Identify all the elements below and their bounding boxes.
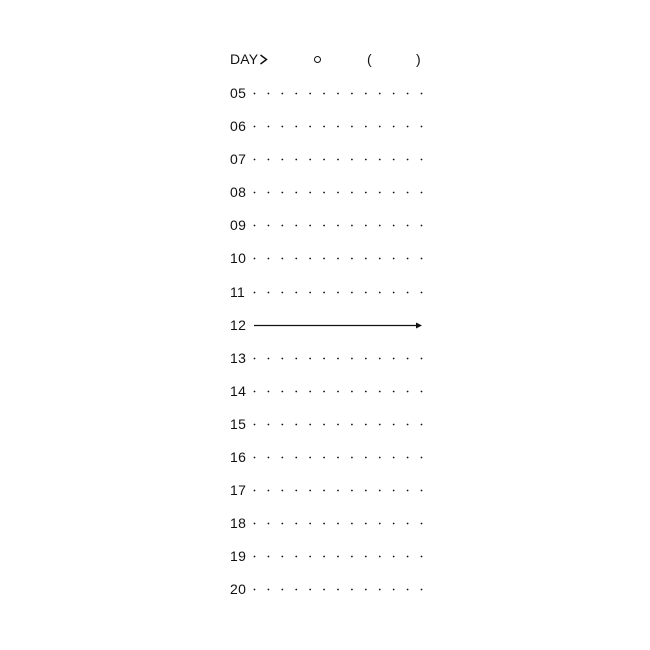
leader-dot bbox=[254, 258, 256, 260]
leader-dot bbox=[309, 126, 311, 128]
leader-dot bbox=[281, 357, 283, 359]
leader-dot bbox=[309, 291, 311, 293]
day-label: DAY bbox=[230, 51, 259, 67]
leader-dot bbox=[421, 159, 423, 161]
paren-open: ( bbox=[367, 51, 372, 67]
leader-dot bbox=[268, 556, 270, 558]
leader-dot bbox=[254, 126, 256, 128]
hour-row bbox=[229, 216, 425, 249]
leader-dot bbox=[268, 589, 270, 591]
leader-dot bbox=[309, 523, 311, 525]
leader-dot bbox=[379, 523, 381, 525]
leader-dot bbox=[309, 357, 311, 359]
leader-dot bbox=[268, 490, 270, 492]
leader-dot bbox=[281, 390, 283, 392]
leader-dot bbox=[393, 192, 395, 194]
leader-dot bbox=[421, 390, 423, 392]
leader-dot bbox=[407, 490, 409, 492]
hour-row bbox=[229, 382, 425, 415]
leader-dot bbox=[295, 159, 297, 161]
leader-dot bbox=[365, 523, 367, 525]
leader-dot bbox=[309, 225, 311, 227]
leader-dot bbox=[407, 258, 409, 260]
leader-dot bbox=[393, 291, 395, 293]
leader-dot bbox=[323, 192, 325, 194]
leader-dot bbox=[254, 192, 256, 194]
leader-dot bbox=[337, 523, 339, 525]
leader-dot bbox=[281, 291, 283, 293]
leader-dot bbox=[295, 126, 297, 128]
leader-dot bbox=[323, 457, 325, 459]
leader-dot bbox=[407, 523, 409, 525]
leader-dot bbox=[323, 126, 325, 128]
leader-dot bbox=[407, 225, 409, 227]
hour-row bbox=[229, 547, 425, 580]
hour-row bbox=[229, 415, 425, 448]
hour-label: 09 bbox=[230, 217, 247, 234]
leader-dot bbox=[281, 457, 283, 459]
leader-dot bbox=[351, 390, 353, 392]
hour-row bbox=[229, 150, 425, 183]
leader-dot bbox=[421, 523, 423, 525]
circle-icon bbox=[314, 56, 321, 63]
hour-row bbox=[229, 514, 425, 547]
leader-dot bbox=[365, 225, 367, 227]
leader-dot bbox=[351, 357, 353, 359]
dot-leader bbox=[253, 580, 423, 598]
leader-dot bbox=[268, 93, 270, 95]
leader-dot bbox=[379, 556, 381, 558]
leader-dot bbox=[365, 457, 367, 459]
leader-dot bbox=[379, 390, 381, 392]
leader-dot bbox=[365, 126, 367, 128]
dot-leader bbox=[253, 547, 423, 565]
leader-dot bbox=[393, 390, 395, 392]
leader-dot bbox=[407, 192, 409, 194]
leader-dot bbox=[295, 457, 297, 459]
leader-dot bbox=[421, 457, 423, 459]
leader-dot bbox=[268, 457, 270, 459]
leader-dot bbox=[337, 291, 339, 293]
chevron-right-icon bbox=[259, 54, 268, 65]
leader-dot bbox=[309, 457, 311, 459]
leader-dot bbox=[337, 93, 339, 95]
leader-dot bbox=[295, 490, 297, 492]
leader-dot bbox=[295, 589, 297, 591]
leader-dot bbox=[365, 258, 367, 260]
leader-dot bbox=[351, 93, 353, 95]
leader-dot bbox=[295, 225, 297, 227]
leader-dot bbox=[254, 225, 256, 227]
leader-dot bbox=[351, 225, 353, 227]
paren-close: ) bbox=[416, 51, 421, 67]
leader-dot bbox=[254, 159, 256, 161]
leader-dot bbox=[393, 93, 395, 95]
leader-dot bbox=[268, 424, 270, 426]
leader-dot bbox=[268, 357, 270, 359]
leader-dot bbox=[407, 589, 409, 591]
leader-dot bbox=[421, 424, 423, 426]
leader-dot bbox=[393, 589, 395, 591]
hour-row bbox=[229, 283, 425, 316]
leader-dot bbox=[365, 291, 367, 293]
hour-label: 16 bbox=[230, 449, 247, 466]
leader-dot bbox=[421, 589, 423, 591]
leader-dot bbox=[254, 390, 256, 392]
leader-dot bbox=[379, 457, 381, 459]
leader-dot bbox=[281, 424, 283, 426]
leader-dot bbox=[393, 523, 395, 525]
leader-dot bbox=[323, 291, 325, 293]
leader-dot bbox=[393, 357, 395, 359]
leader-dot bbox=[365, 93, 367, 95]
hour-row bbox=[229, 580, 425, 613]
leader-dot bbox=[254, 424, 256, 426]
leader-dot bbox=[309, 192, 311, 194]
hour-label: 11 bbox=[230, 283, 246, 300]
leader-dot bbox=[323, 159, 325, 161]
dot-leader bbox=[253, 514, 423, 532]
leader-dot bbox=[365, 490, 367, 492]
hour-label: 13 bbox=[230, 349, 247, 366]
hour-label: 12 bbox=[230, 316, 247, 333]
leader-dot bbox=[337, 258, 339, 260]
leader-dot bbox=[309, 159, 311, 161]
leader-dot bbox=[379, 225, 381, 227]
hour-label: 20 bbox=[230, 581, 247, 598]
dot-leader bbox=[253, 283, 423, 301]
day-planner bbox=[229, 50, 425, 610]
leader-dot bbox=[295, 192, 297, 194]
leader-dot bbox=[295, 291, 297, 293]
leader-dot bbox=[254, 556, 256, 558]
leader-dot bbox=[254, 523, 256, 525]
leader-dot bbox=[254, 291, 256, 293]
leader-dot bbox=[309, 258, 311, 260]
dot-leader bbox=[253, 117, 423, 135]
leader-dot bbox=[365, 390, 367, 392]
hour-row bbox=[229, 117, 425, 150]
leader-dot bbox=[323, 258, 325, 260]
dot-leader bbox=[253, 216, 423, 234]
leader-dot bbox=[281, 192, 283, 194]
leader-dot bbox=[295, 390, 297, 392]
leader-dot bbox=[323, 556, 325, 558]
arrow-right-icon bbox=[253, 316, 423, 334]
leader-dot bbox=[323, 357, 325, 359]
hour-label: 19 bbox=[230, 548, 247, 565]
dot-leader bbox=[253, 349, 423, 367]
hour-label: 14 bbox=[230, 382, 247, 399]
leader-dot bbox=[309, 589, 311, 591]
hour-row bbox=[229, 183, 425, 216]
dot-leader bbox=[253, 84, 423, 102]
leader-dot bbox=[351, 126, 353, 128]
leader-dot bbox=[351, 291, 353, 293]
leader-dot bbox=[407, 390, 409, 392]
leader-dot bbox=[281, 225, 283, 227]
leader-dot bbox=[351, 258, 353, 260]
hour-label: 18 bbox=[230, 515, 247, 532]
dot-leader bbox=[253, 150, 423, 168]
leader-dot bbox=[281, 523, 283, 525]
leader-dot bbox=[309, 424, 311, 426]
leader-dot bbox=[407, 556, 409, 558]
leader-dot bbox=[254, 93, 256, 95]
hour-label: 08 bbox=[230, 184, 247, 201]
leader-dot bbox=[295, 424, 297, 426]
leader-dot bbox=[323, 490, 325, 492]
leader-dot bbox=[379, 589, 381, 591]
leader-dot bbox=[365, 556, 367, 558]
leader-dot bbox=[337, 490, 339, 492]
leader-dot bbox=[295, 93, 297, 95]
leader-dot bbox=[365, 424, 367, 426]
leader-dot bbox=[351, 159, 353, 161]
leader-dot bbox=[393, 556, 395, 558]
dot-leader bbox=[253, 249, 423, 267]
leader-dot bbox=[309, 556, 311, 558]
leader-dot bbox=[407, 93, 409, 95]
leader-dot bbox=[337, 589, 339, 591]
leader-dot bbox=[268, 192, 270, 194]
hour-label: 15 bbox=[230, 415, 247, 432]
leader-dot bbox=[281, 258, 283, 260]
leader-dot bbox=[351, 192, 353, 194]
leader-dot bbox=[365, 159, 367, 161]
hour-row bbox=[229, 448, 425, 481]
leader-dot bbox=[407, 291, 409, 293]
leader-dot bbox=[407, 424, 409, 426]
hour-row bbox=[229, 84, 425, 117]
leader-dot bbox=[337, 126, 339, 128]
leader-dot bbox=[268, 523, 270, 525]
leader-dot bbox=[309, 93, 311, 95]
leader-dot bbox=[421, 126, 423, 128]
leader-dot bbox=[254, 589, 256, 591]
leader-dot bbox=[421, 93, 423, 95]
leader-dot bbox=[268, 225, 270, 227]
hour-row bbox=[229, 316, 425, 349]
leader-dot bbox=[351, 523, 353, 525]
leader-dot bbox=[323, 424, 325, 426]
leader-dot bbox=[295, 258, 297, 260]
leader-dot bbox=[254, 490, 256, 492]
leader-dot bbox=[393, 225, 395, 227]
leader-dot bbox=[337, 556, 339, 558]
leader-dot bbox=[379, 291, 381, 293]
hour-rows bbox=[229, 84, 425, 614]
hour-label: 10 bbox=[230, 250, 247, 267]
leader-dot bbox=[365, 192, 367, 194]
hour-label: 06 bbox=[230, 118, 247, 135]
leader-dot bbox=[421, 192, 423, 194]
leader-dot bbox=[281, 93, 283, 95]
leader-dot bbox=[365, 589, 367, 591]
leader-dot bbox=[309, 490, 311, 492]
hour-row bbox=[229, 349, 425, 382]
planner-header bbox=[229, 50, 425, 70]
leader-dot bbox=[421, 258, 423, 260]
leader-dot bbox=[323, 225, 325, 227]
leader-dot bbox=[379, 93, 381, 95]
leader-dot bbox=[379, 258, 381, 260]
dot-leader bbox=[253, 382, 423, 400]
hour-label: 05 bbox=[230, 85, 247, 101]
leader-dot bbox=[337, 225, 339, 227]
leader-dot bbox=[323, 93, 325, 95]
leader-dot bbox=[295, 523, 297, 525]
leader-dot bbox=[323, 523, 325, 525]
leader-dot bbox=[254, 457, 256, 459]
leader-dot bbox=[421, 291, 423, 293]
leader-dot bbox=[351, 556, 353, 558]
hour-label: 07 bbox=[230, 151, 247, 168]
leader-dot bbox=[393, 258, 395, 260]
dot-leader bbox=[253, 183, 423, 201]
leader-dot bbox=[351, 589, 353, 591]
leader-dot bbox=[379, 357, 381, 359]
leader-dot bbox=[268, 390, 270, 392]
leader-dot bbox=[407, 457, 409, 459]
leader-dot bbox=[337, 424, 339, 426]
leader-dot bbox=[295, 357, 297, 359]
leader-dot bbox=[337, 457, 339, 459]
leader-dot bbox=[407, 357, 409, 359]
leader-dot bbox=[393, 159, 395, 161]
leader-dot bbox=[379, 192, 381, 194]
dot-leader bbox=[253, 448, 423, 466]
leader-dot bbox=[254, 357, 256, 359]
leader-dot bbox=[407, 159, 409, 161]
dot-leader bbox=[253, 481, 423, 499]
leader-dot bbox=[337, 159, 339, 161]
dot-leader bbox=[253, 415, 423, 433]
leader-dot bbox=[407, 126, 409, 128]
leader-dot bbox=[337, 390, 339, 392]
leader-dot bbox=[365, 357, 367, 359]
leader-dot bbox=[268, 291, 270, 293]
leader-dot bbox=[268, 126, 270, 128]
hour-label: 17 bbox=[230, 482, 247, 499]
leader-dot bbox=[393, 424, 395, 426]
leader-dot bbox=[421, 556, 423, 558]
leader-dot bbox=[268, 258, 270, 260]
leader-dot bbox=[268, 159, 270, 161]
leader-dot bbox=[351, 424, 353, 426]
leader-dot bbox=[281, 159, 283, 161]
leader-dot bbox=[309, 390, 311, 392]
leader-dot bbox=[323, 589, 325, 591]
leader-dot bbox=[421, 490, 423, 492]
hour-row bbox=[229, 481, 425, 514]
leader-dot bbox=[393, 490, 395, 492]
leader-dot bbox=[393, 457, 395, 459]
leader-dot bbox=[281, 126, 283, 128]
leader-dot bbox=[281, 589, 283, 591]
leader-dot bbox=[421, 357, 423, 359]
leader-dot bbox=[379, 126, 381, 128]
leader-dot bbox=[351, 490, 353, 492]
leader-dot bbox=[281, 490, 283, 492]
leader-dot bbox=[379, 159, 381, 161]
leader-dot bbox=[281, 556, 283, 558]
leader-dot bbox=[421, 225, 423, 227]
leader-dot bbox=[323, 390, 325, 392]
hour-row bbox=[229, 249, 425, 282]
leader-dot bbox=[393, 126, 395, 128]
leader-dot bbox=[379, 424, 381, 426]
leader-dot bbox=[337, 357, 339, 359]
leader-dot bbox=[295, 556, 297, 558]
leader-dot bbox=[351, 457, 353, 459]
leader-dot bbox=[337, 192, 339, 194]
leader-dot bbox=[379, 490, 381, 492]
